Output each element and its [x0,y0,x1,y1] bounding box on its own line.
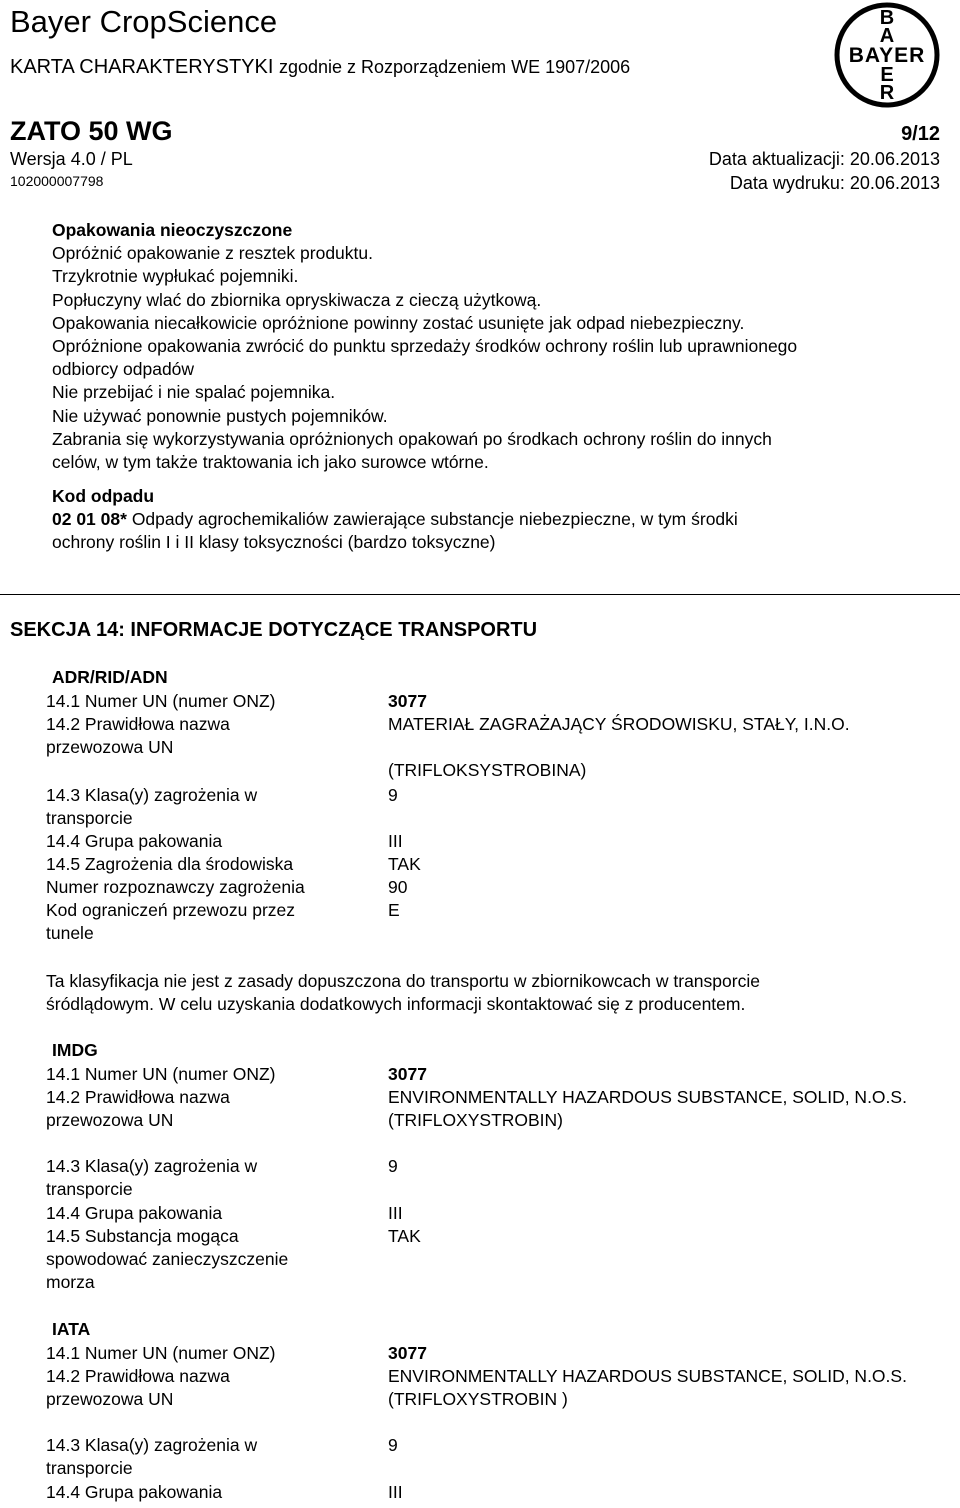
row-label: 14.1 Numer UN (numer ONZ) [46,691,276,711]
packaging-line: Nie używać ponownie pustych pojemników. [52,405,388,426]
row-value: 9 [388,1156,398,1176]
row-label: 14.5 Substancja mogąca spowodować zanieczyszczenie morza [46,1226,289,1293]
row-value: 3077 [388,1343,427,1363]
packaging-line: Zabrania się wykorzystywania opróżnionych opakowań po środkach ochrony roślin do innych [52,428,772,449]
adr-note-line: Ta klasyfikacja nie jest z zasady dopuszczona do transportu w zbiornikowcach w transporcie [46,971,760,991]
version-info [10,149,133,170]
row-label: 14.1 Numer UN (numer ONZ) [46,1064,276,1084]
logo-horizontal-word: BAYER [848,44,926,67]
row-value: TAK [388,1226,421,1246]
waste-code-line [52,508,738,531]
waste-code-heading: Kod odpadu [52,486,155,506]
waste-description: Odpady agrochemikaliów zawierające substancje niebezpieczne, w tym środki [131,509,738,530]
document-number: 102000007798 [10,173,104,189]
row-value: 3077 [388,691,427,711]
row-label: 14.1 Numer UN (numer ONZ) [46,1343,276,1363]
update-date: Data aktualizacji: 20.06.2013 [708,149,940,169]
row-label: 14.2 Prawidłowa nazwa przewozowa UN [46,1087,230,1131]
row-value: TAK [388,854,421,874]
row-value-line: MATERIAŁ ZAGRAŻAJĄCY ŚRODOWISKU, STAŁY, I.N.O. [388,714,850,734]
adr-note [46,970,760,1016]
packaging-line: Trzykrotnie wypłukać pojemniki. [52,266,299,287]
waste-code-section [52,485,738,555]
adr-note-line: śródlądowym. W celu uzyskania dodatkowych informacji skontaktować się z producentem. [46,994,746,1015]
row-value: 9 [388,1435,398,1455]
packaging-line: Nie przebijać i nie spalać pojemnika. [52,382,336,403]
row-value: 9 [388,785,398,805]
row-label: 14.4 Grupa pakowania [46,831,223,851]
packaging-section [52,219,797,474]
row-label: 14.2 Prawidłowa nazwa przewozowa UN [46,714,230,758]
row-label: 14.4 Grupa pakowania [46,1482,223,1502]
logo-letter-r: R [879,82,895,104]
row-label: 14.4 Grupa pakowania [46,1203,223,1223]
waste-description-cont: ochrony roślin I i II klasy toksyczności (bardzo toksyczne) [52,532,496,553]
adr-heading: ADR/RID/ADN [52,667,168,687]
row-label: 14.3 Klasa(y) zagrożenia w transporcie [46,785,258,829]
packaging-line: Opróżnić opakowanie z resztek produktu. [52,243,373,264]
print-date: Data wydruku: 20.06.2013 [729,173,940,193]
row-value: III [388,831,403,851]
logo-letter-e: E [880,64,894,86]
row-value: III [388,1482,403,1502]
row-label: Kod ograniczeń przewozu przez tunele [46,900,296,944]
section-14-title: SEKCJA 14: INFORMACJE DOTYCZĄCE TRANSPORTU [10,619,538,641]
page-number: 9/12 [901,123,940,145]
row-value: ENVIRONMENTALLY HAZARDOUS SUBSTANCE, SOLID, N.O.S. (TRIFLOXYSTROBIN) [388,1087,907,1131]
row-label: 14.2 Prawidłowa nazwa przewozowa UN [46,1366,230,1410]
packaging-line: celów, w tym także traktowania ich jako surowce wtórne. [52,452,489,473]
row-label: 14.3 Klasa(y) zagrożenia w transporcie [46,1435,258,1479]
packaging-line: Opakowania niecałkowicie opróżnione powinny zostać usunięte jak odpad niebezpieczny. [52,312,745,333]
version-label: Wersja [10,149,66,169]
packaging-heading: Opakowania nieoczyszczone [52,220,293,240]
row-label: 14.3 Klasa(y) zagrożenia w transporcie [46,1156,258,1200]
iata-heading: IATA [52,1319,91,1339]
packaging-line: Opróżnione opakowania zwrócić do punktu sprzedaży środków ochrony roślin lub uprawnionego [52,336,798,357]
packaging-line: odbiorcy odpadów [52,359,195,380]
row-value: 3077 [388,1064,427,1084]
logo-letter-a: A [879,25,895,47]
packaging-line: Popłuczyny wlać do zbiornika opryskiwacza z cieczą użytkową. [52,289,542,310]
row-value: E [388,900,400,920]
row-value [388,713,948,782]
row-value-line: (TRIFLOKSYSTROBINA) [388,760,587,781]
imdg-heading: IMDG [52,1040,98,1060]
document-subtitle [10,56,630,79]
section-divider [0,594,960,595]
version-value: 4.0 [70,149,96,169]
logo-letter-b: B [879,7,895,29]
product-name: ZATO 50 WG [10,116,173,146]
bayer-cross-logo [832,0,942,110]
row-value: 90 [388,877,408,897]
document-type: KARTA CHARAKTERYSTYKI [10,56,274,78]
company-name: Bayer CropScience [10,4,278,39]
regulation-reference: zgodnie z Rozporządzeniem WE 1907/2006 [278,57,631,77]
row-value: III [388,1203,403,1223]
row-label: 14.5 Zagrożenia dla środowiska [46,854,294,874]
row-label: Numer rozpoznawczy zagrożenia [46,877,305,897]
waste-code: 02 01 08* [52,509,127,530]
version-language: / PL [100,149,133,169]
row-value: ENVIRONMENTALLY HAZARDOUS SUBSTANCE, SOLID, N.O.S. (TRIFLOXYSTROBIN ) [388,1366,907,1410]
